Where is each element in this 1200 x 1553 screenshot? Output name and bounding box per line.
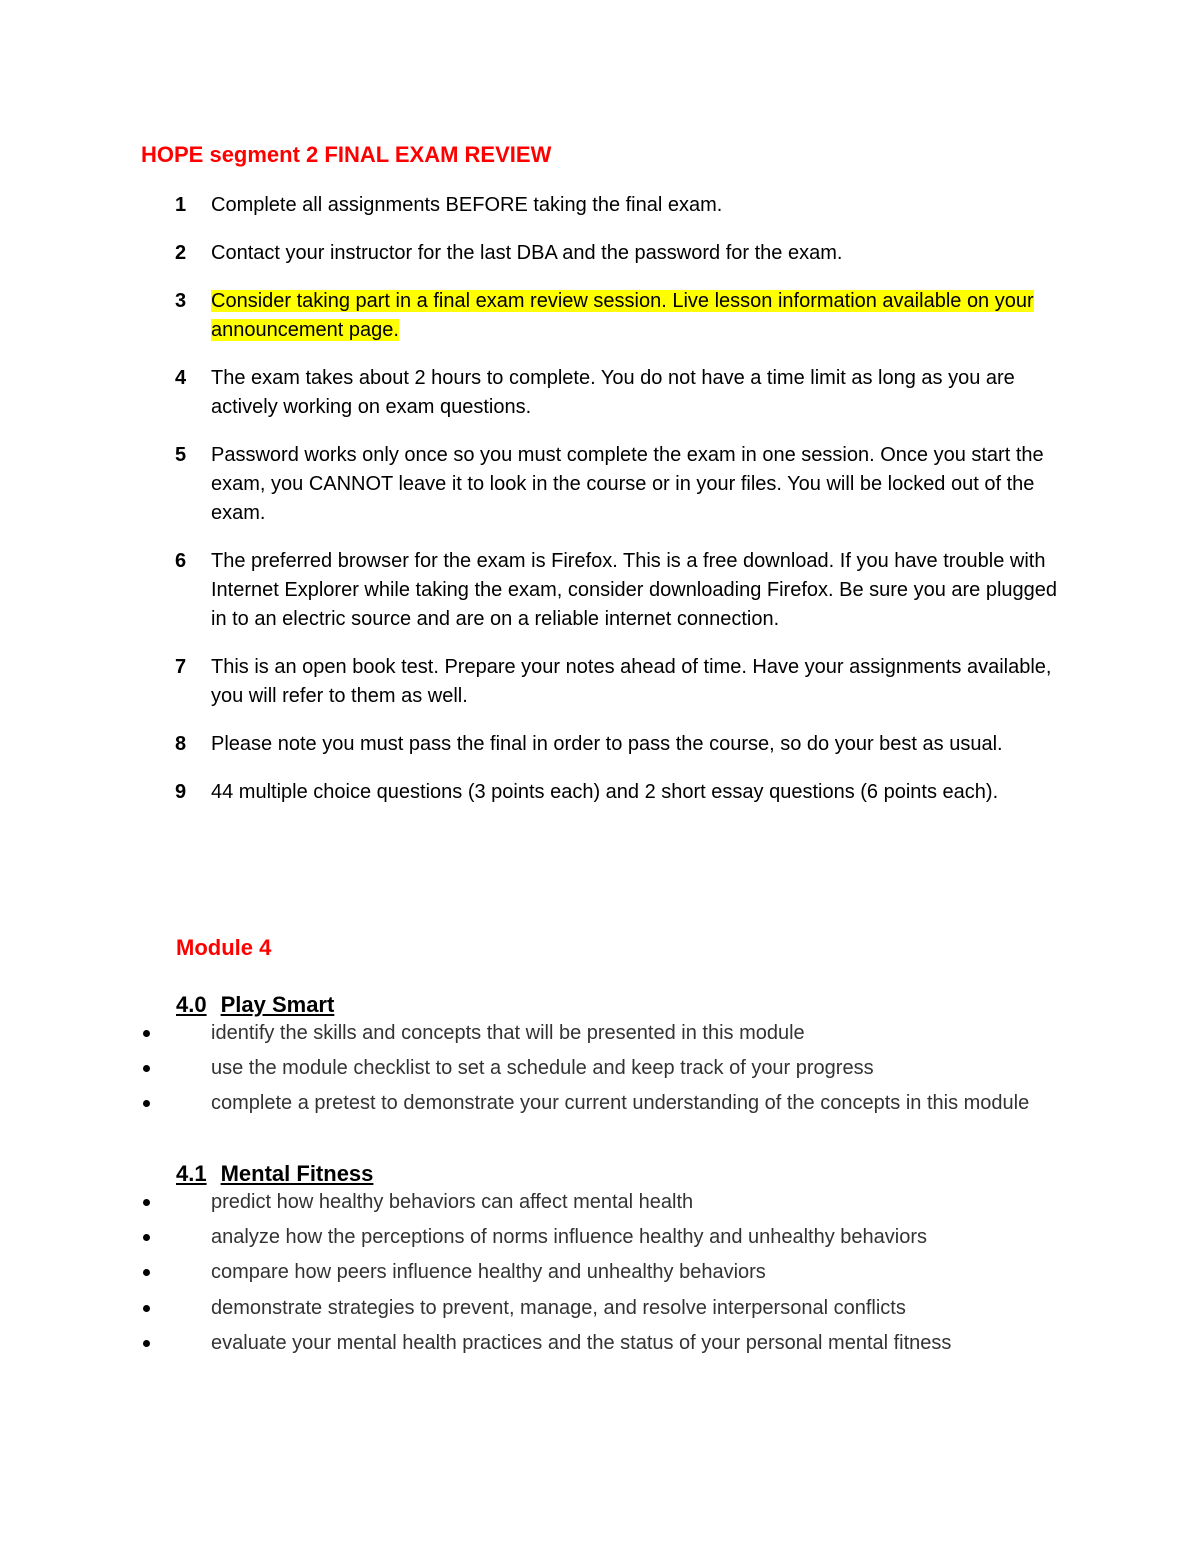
checklist-item-text	[211, 730, 1061, 759]
checklist-item-number: 7	[175, 656, 187, 678]
objective-text: demonstrate strategies to prevent, manage, and resolve interpersonal conflicts	[211, 1296, 906, 1319]
checklist-item	[0, 239, 1200, 268]
checklist-item-number: 2	[175, 242, 187, 264]
checklist-item-text	[211, 191, 1061, 220]
bullet-icon	[143, 1340, 150, 1347]
checklist-item-number: 9	[175, 781, 187, 803]
objective-text: analyze how the perceptions of norms influence healthy and unhealthy behaviors	[211, 1226, 928, 1249]
checklist-item	[0, 547, 1200, 634]
checklist-item-text	[211, 239, 1061, 268]
objective-text: evaluate your mental health practices and the status of your personal mental fitness	[211, 1331, 952, 1354]
exam-checklist	[0, 191, 1200, 826]
section-4-0	[0, 991, 1200, 1125]
checklist-item-number: 5	[175, 444, 187, 466]
checklist-item-number: 4	[175, 367, 187, 389]
checklist-item-text	[211, 441, 1061, 528]
checklist-item-text	[211, 778, 1061, 807]
checklist-item-text	[211, 287, 1061, 345]
section-number: 4.0	[176, 992, 207, 1017]
objective-text: use the module checklist to set a schedule and keep track of your progress	[211, 1057, 874, 1080]
checklist-item	[0, 441, 1200, 528]
checklist-item	[0, 730, 1200, 759]
checklist-item	[0, 653, 1200, 711]
checklist-item-text	[211, 653, 1061, 711]
objective-text: predict how healthy behaviors can affect mental health	[211, 1191, 694, 1213]
list-item	[0, 1223, 1200, 1258]
checklist-item-text-content: 44 multiple choice questions (3 points each) and 2 short essay questions (6 points each).	[211, 781, 999, 803]
section-4-1	[0, 1160, 1200, 1364]
document-title: HOPE segment 2 FINAL EXAM REVIEW	[141, 142, 552, 167]
bullet-icon	[143, 1100, 150, 1107]
checklist-item-text-content: Contact your instructor for the last DBA and the password for the exam.	[211, 242, 843, 264]
list-item	[0, 1054, 1200, 1089]
checklist-item	[0, 778, 1200, 807]
checklist-item	[0, 287, 1200, 345]
section-number: 4.1	[176, 1161, 207, 1186]
checklist-item-text-content: Complete all assignments BEFORE taking the final exam.	[211, 194, 723, 216]
checklist-item-number: 8	[175, 733, 187, 755]
checklist-item-text	[211, 547, 1061, 634]
checklist-item-text-content: The preferred browser for the exam is Firefox. This is a free download. If you have trouble with Internet Explorer while taking the exam, consider downloading Firefox. Be sure you are plugged in to an electric source and are on a reliable internet connection.	[211, 550, 1058, 630]
checklist-item-number: 6	[175, 550, 187, 572]
objective-text: compare how peers influence healthy and unhealthy behaviors	[211, 1261, 766, 1284]
section-heading	[176, 1160, 1200, 1188]
objective-text: identify the skills and concepts that will be presented in this module	[211, 1022, 805, 1044]
checklist-item-text-content: Password works only once so you must complete the exam in one session. Once you start the exam, you CANNOT leave it to look in the course or in your files. You will be locked out of the exam.	[211, 444, 1044, 524]
list-item	[0, 1188, 1200, 1223]
bullet-icon	[143, 1065, 150, 1072]
objective-list	[0, 1188, 1200, 1364]
highlighted-text: Consider taking part in a final exam review session. Live lesson information available on your announcement page.	[211, 290, 1034, 341]
bullet-icon	[143, 1030, 150, 1037]
bullet-icon	[143, 1269, 150, 1276]
checklist-item-number: 1	[175, 194, 187, 216]
bullet-icon	[143, 1234, 150, 1241]
objective-text: complete a pretest to demonstrate your current understanding of the concepts in this module	[211, 1092, 1030, 1115]
checklist-item-number: 3	[175, 290, 187, 312]
checklist-item-text-content: Please note you must pass the final in order to pass the course, so do your best as usual.	[211, 733, 1003, 755]
section-name: Mental Fitness	[220, 1161, 374, 1186]
list-item	[0, 1294, 1200, 1329]
bullet-icon	[143, 1305, 150, 1312]
checklist-item-text-content: This is an open book test. Prepare your notes ahead of time. Have your assignments available, you will refer to them as well.	[211, 656, 1052, 707]
checklist-item-text	[211, 364, 1061, 422]
list-item	[0, 1258, 1200, 1293]
checklist-item-text-content: The exam takes about 2 hours to complete. You do not have a time limit as long as you are actively working on exam questions.	[211, 367, 1015, 418]
module-title: Module 4	[176, 935, 272, 960]
objective-list	[0, 1019, 1200, 1125]
checklist-item	[0, 364, 1200, 422]
section-name: Play Smart	[220, 992, 335, 1017]
list-item	[0, 1329, 1200, 1364]
section-heading	[176, 991, 1200, 1019]
checklist-item	[0, 191, 1200, 220]
list-item	[0, 1089, 1200, 1124]
list-item	[0, 1019, 1200, 1054]
bullet-icon	[143, 1199, 150, 1206]
